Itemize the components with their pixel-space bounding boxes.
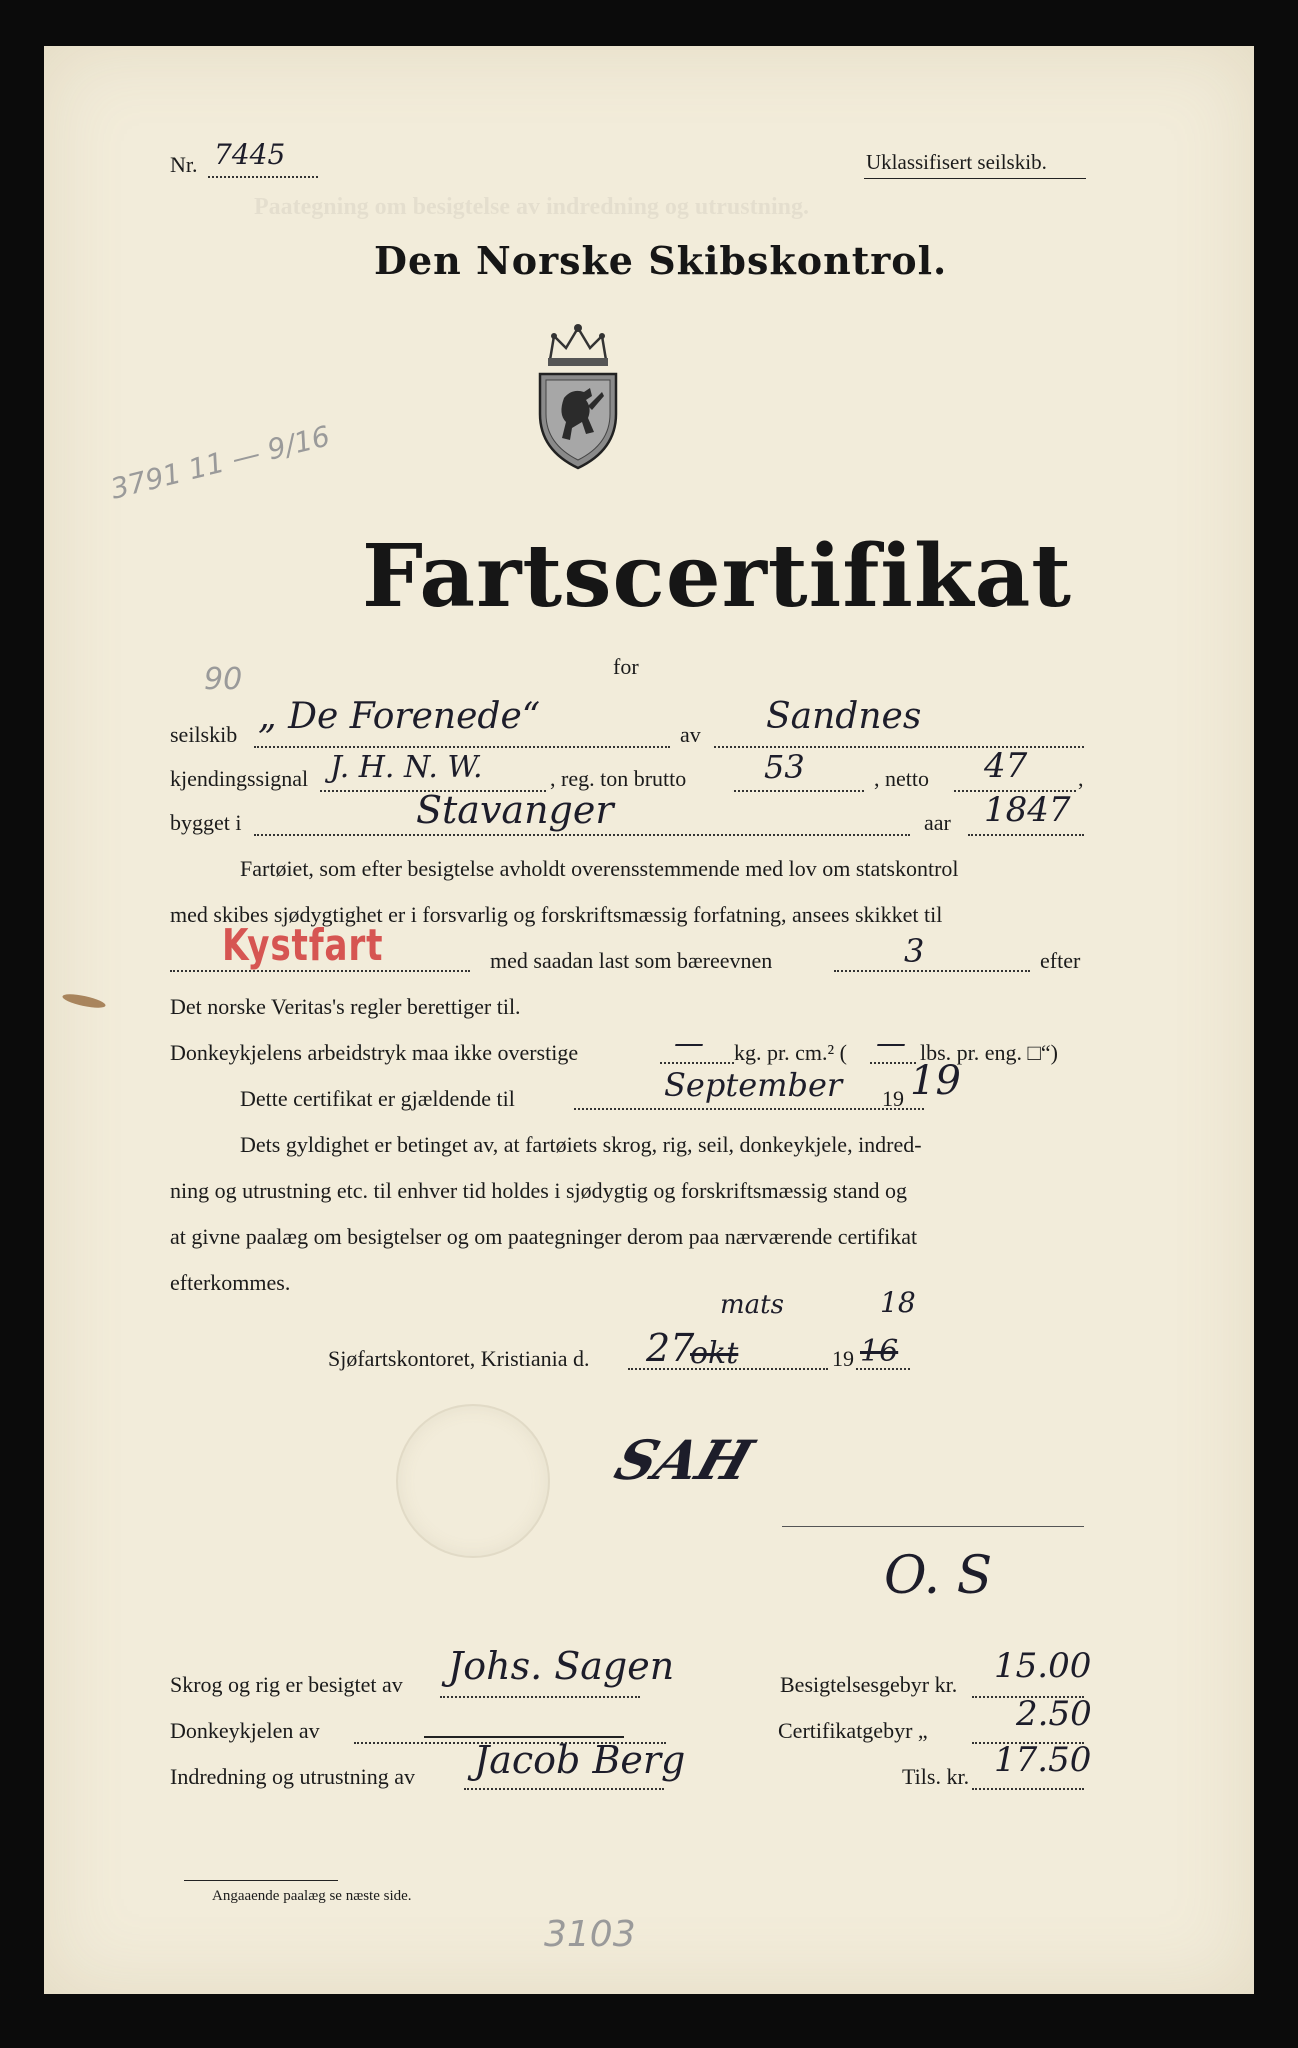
donkey-kg-label: kg. pr. cm.² ( bbox=[734, 1040, 847, 1065]
donkey-kg-value: — bbox=[674, 1026, 704, 1061]
besig-fee-label: Besigtelsesgebyr kr. bbox=[780, 1672, 958, 1697]
regton-label: , reg. ton brutto bbox=[550, 766, 687, 791]
capacity-value: 3 bbox=[904, 932, 925, 970]
gross-tonnage: 53 bbox=[764, 748, 805, 786]
valid-dotline bbox=[574, 1108, 924, 1110]
signal-label: kjendingssignal bbox=[170, 766, 309, 791]
valid-month: September bbox=[664, 1066, 843, 1104]
indredning-label: Indredning og utrustning av bbox=[170, 1764, 416, 1789]
total-fee-dotline bbox=[972, 1788, 1084, 1790]
ship-name: „ De Forenede“ bbox=[258, 696, 541, 737]
date-year-struck: 16 bbox=[860, 1334, 899, 1369]
signature-os: O. S bbox=[884, 1546, 993, 1606]
footnote-rule bbox=[184, 1880, 338, 1881]
for-label: for bbox=[613, 654, 639, 679]
date-month-new: mats bbox=[720, 1290, 784, 1320]
classification-label: Uklassifisert seilskib. bbox=[866, 150, 1047, 174]
footnote: Angaaende paalæg se næste side. bbox=[212, 1888, 412, 1904]
valid-year: 19 bbox=[910, 1058, 961, 1104]
valid-label: Dette certifikat er gjældende til bbox=[240, 1086, 515, 1111]
embossed-seal bbox=[396, 1404, 550, 1558]
date-year-prefix: 19 bbox=[832, 1346, 854, 1371]
donkey-label: Donkeykjelens arbeidstryk maa ikke overstige bbox=[170, 1040, 579, 1065]
signature-line bbox=[782, 1526, 1084, 1527]
body-line bbox=[170, 1224, 1084, 1250]
date-month-struck: okt bbox=[690, 1336, 739, 1371]
body-text-p2-l4: efterkommes. bbox=[170, 1270, 291, 1295]
body-text-p1-l2: med skibes sjødygtighet er i forsvarlig og forskriftsmæssig forfatning, ansees skikket til bbox=[170, 902, 943, 927]
date-year-dotline bbox=[856, 1368, 910, 1370]
skrog-inspector: Johs. Sagen bbox=[448, 1644, 675, 1688]
kystfart-stamp: Kystfart bbox=[222, 920, 384, 971]
seilskib-label: seilskib bbox=[170, 722, 238, 747]
efter-label: efter bbox=[1040, 948, 1081, 973]
body-line bbox=[240, 1132, 1084, 1158]
home-port: Sandnes bbox=[766, 696, 922, 737]
cert-fee-label: Certifikatgebyr „ bbox=[778, 1718, 928, 1743]
total-fee-label: Tils. kr. bbox=[902, 1764, 970, 1789]
nr-dotline bbox=[208, 176, 318, 178]
body-text-p2-l2: ning og utrustning etc. til enhver tid holdes i sjødygtig og forskriftsmæssig stand og bbox=[170, 1178, 907, 1203]
skrog-label: Skrog og rig er besigtet av bbox=[170, 1672, 403, 1697]
pencil-reference: 3791 11 — 9/16 bbox=[107, 419, 334, 506]
body-line bbox=[170, 1178, 1084, 1204]
build-place: Stavanger bbox=[416, 788, 614, 832]
indredning-dotline bbox=[464, 1788, 664, 1790]
body-text-p1-l1: Fartøiet, som efter besigtelse avholdt overensstemmende med lov om statskontrol bbox=[240, 856, 959, 881]
certificate-page: Paategning om besigtelse av indredning og utrustning. Nr. 7445 Uklassifisert seilskib. Den Norske Skibskontrol. Fartscertifikat for 3791 11 — 9/16 90 seilskib „ De Forenede“ av Sandnes kjendingssignal J. H. N. W. , reg. ton brutto 53 , netto 47 , bygget i Stavanger aar 1847 Fartøiet, som efter besigtelse avholdt overensstemmende med lov om statskontrol med skibes sjødygtighet er i forsvarlig og forskriftsmæssig forfatning, ansees skikket til Kystfart med saadan last som bæreevnen 3 efter Det norske Veritas's regler berettiger til. Donkeykjelens arbeidstryk maa ikke overstige — kg. pr. cm.² ( — lbs. pr. eng. □“) Dette certifikat er gjældende til September 19 19 Dets gyldighet er betinget av, at fartøiets skrog, rig, seil, donkeykjele, indred- ning og utrustning etc. til enhver tid holdes i sjødygtig og forskriftsmæssig stand og at givne paalæg om besigtelser og om paategninger derom paa nærværende certifikat efterkommes. Sjøfartskontoret, Kristiania d. 27 okt mats 19 16 18 SAH O. S Skrog og rig er besigtet av Johs. Sagen Donkeykjelen av Indredning og utrustning av Jacob Berg Besigtelsesgebyr kr. 15.00 Certifikatgebyr „ 2.50 Tils. kr. 17.50 Angaaende paalæg se næste side. 3103 bbox=[44, 46, 1254, 1994]
bygget-dotline bbox=[254, 834, 910, 836]
signature-sah: SAH bbox=[607, 1428, 761, 1492]
seilskib-dotline bbox=[254, 746, 670, 748]
pencil-margin-mark: 90 bbox=[204, 662, 243, 697]
date-year-new: 18 bbox=[880, 1286, 916, 1319]
besig-fee-value: 15.00 bbox=[994, 1646, 1092, 1686]
signal-letters: J. H. N. W. bbox=[330, 750, 483, 785]
donkey-kg-dotline bbox=[660, 1062, 734, 1064]
aar-dotline bbox=[968, 834, 1084, 836]
bleed-through-text: Paategning om besigtelse av indredning og utrustning. bbox=[254, 194, 809, 220]
nr-value: 7445 bbox=[214, 138, 286, 171]
brutto-dotline bbox=[734, 790, 864, 792]
skrog-dotline bbox=[440, 1696, 640, 1698]
place-date-label: Sjøfartskontoret, Kristiania d. bbox=[328, 1346, 590, 1371]
classification-underline bbox=[864, 178, 1086, 179]
total-fee-value: 17.50 bbox=[994, 1740, 1092, 1780]
donkey-lbs-value: — bbox=[876, 1026, 906, 1061]
pencil-bottom-number: 3103 bbox=[544, 1914, 636, 1955]
av-label: av bbox=[680, 722, 701, 747]
trade-dotline bbox=[170, 970, 470, 972]
body-line bbox=[240, 856, 1084, 882]
net-tonnage: 47 bbox=[984, 746, 1028, 786]
netto-label: , netto bbox=[874, 766, 929, 791]
document-title: Fartscertifikat bbox=[362, 526, 1073, 627]
indredning-inspector: Jacob Berg bbox=[474, 1738, 686, 1782]
veritas-text: Det norske Veritas's regler berettiger til. bbox=[170, 994, 521, 1019]
bygget-label: bygget i bbox=[170, 810, 242, 835]
coat-of-arms-icon bbox=[528, 322, 628, 472]
body-text-p2-l3: at givne paalæg om besigtelser og om paategninger derom paa nærværende certifikat bbox=[170, 1224, 918, 1249]
last-label: med saadan last som bæreevnen bbox=[490, 948, 773, 973]
aar-label: aar bbox=[924, 810, 951, 835]
valid-year-prefix: 19 bbox=[882, 1086, 904, 1111]
rust-spot bbox=[61, 992, 106, 1011]
cert-fee-value: 2.50 bbox=[1016, 1694, 1092, 1734]
issuer-name: Den Norske Skibskontrol. bbox=[374, 238, 948, 283]
body-text-p2-l1: Dets gyldighet er betinget av, at fartøiets skrog, rig, seil, donkeykjele, indred- bbox=[240, 1132, 922, 1157]
donkeykjelen-label: Donkeykjelen av bbox=[170, 1718, 320, 1743]
build-year: 1847 bbox=[984, 790, 1071, 830]
nr-label: Nr. bbox=[170, 152, 198, 177]
donkey-lbs-label: lbs. pr. eng. □“) bbox=[920, 1040, 1058, 1065]
date-day: 27 bbox=[646, 1326, 695, 1370]
last-dotline bbox=[834, 970, 1030, 972]
